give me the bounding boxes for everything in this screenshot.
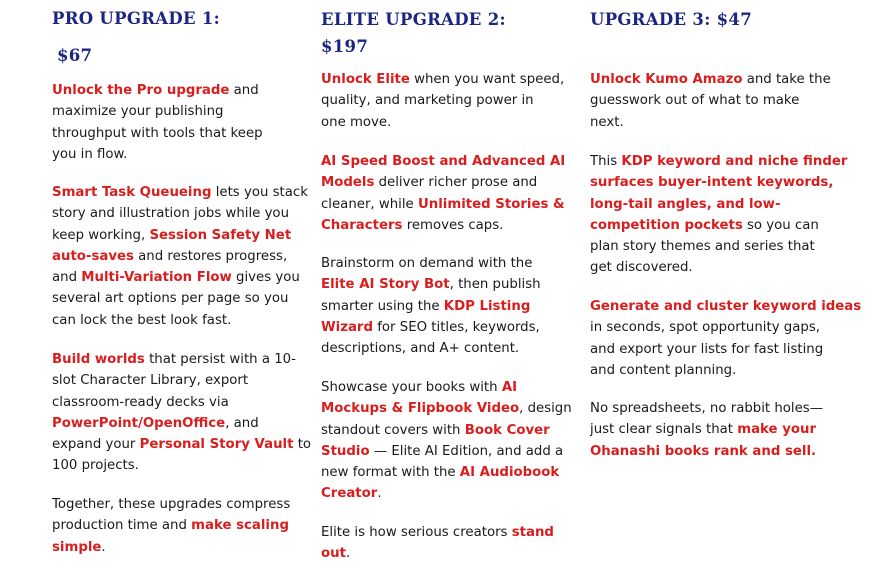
highlight-text: Creator <box>321 486 378 502</box>
highlight-text: make scaling <box>191 518 289 534</box>
highlight-text: auto-saves <box>52 248 134 264</box>
body-text: in seconds, spot opportunity gaps, <box>590 320 820 336</box>
highlight-text: KDP keyword and niche finder <box>621 154 848 169</box>
highlight-text: Studio <box>321 443 370 459</box>
body-text: descriptions, and A+ content. <box>321 341 520 357</box>
highlight-text: make your <box>737 422 817 438</box>
highlight-text: simple <box>52 539 102 555</box>
highlight-text: Personal Story Vault <box>139 437 294 453</box>
highlight-text: PowerPoint/OpenOffice <box>52 415 226 431</box>
body-text: gives you <box>231 270 300 286</box>
body-text: throughput with tools that keep <box>52 125 263 141</box>
body-text: lets you stack <box>211 185 308 200</box>
body-text: deliver richer prose and <box>374 175 538 191</box>
paragraph <box>590 398 823 462</box>
paragraph <box>52 349 311 477</box>
body-text: and restores progress, <box>133 248 288 264</box>
body-text: . <box>377 486 382 502</box>
body-text: smarter using the <box>321 298 444 314</box>
highlight-text: Multi-Variation Flow <box>81 270 232 286</box>
column-elite-upgrade <box>321 0 572 562</box>
highlight-text: Unlock the Pro upgrade <box>52 83 230 98</box>
body-text: and <box>52 270 82 286</box>
body-text: can lock the best look fast. <box>52 312 232 328</box>
body-text: new format with the <box>321 465 460 481</box>
highlight-text: Unlock Kumo Amazo <box>590 72 743 87</box>
paragraph <box>52 80 263 165</box>
highlight-text: Book Cover <box>464 422 550 438</box>
body-text: classroom-ready decks via <box>52 394 229 410</box>
highlight-text: Unlock Elite <box>321 72 410 87</box>
highlight-text: surfaces buyer-intent keywords, <box>590 175 834 191</box>
paragraph <box>52 494 290 558</box>
body-text: Together, these upgrades compress <box>52 497 291 512</box>
highlight-text: out <box>321 546 346 562</box>
body-text: that persist with a 10- <box>144 352 296 367</box>
body-text: keep working, <box>52 227 150 243</box>
body-text: . <box>101 539 106 555</box>
body-text: get discovered. <box>590 260 693 276</box>
column-heading: ELITE UPGRADE 2: <box>321 10 506 29</box>
highlight-text: Mockups & Flipbook Video <box>321 401 520 417</box>
body-text: to <box>293 437 312 453</box>
highlight-text: competition pockets <box>590 217 743 233</box>
highlight-text: Elite AI Story Bot <box>321 277 450 293</box>
body-text: expand your <box>52 437 140 453</box>
column-price: $197 <box>321 37 369 56</box>
body-text: removes caps. <box>402 217 504 233</box>
body-text: production time and <box>52 518 192 534</box>
highlight-text: Characters <box>321 217 403 233</box>
body-text: and take the <box>742 72 831 87</box>
body-text: when you want speed, <box>409 72 565 87</box>
body-text: standout covers with <box>321 422 465 438</box>
body-text: you in flow. <box>52 146 128 162</box>
column-price: $67 <box>57 46 93 65</box>
highlight-text: long-tail angles, and low- <box>590 196 781 212</box>
body-text: , and <box>225 415 259 431</box>
paragraph <box>321 151 565 236</box>
highlight-text: Generate and cluster keyword ideas <box>590 299 862 314</box>
paragraph <box>321 69 564 133</box>
body-text: next. <box>590 114 624 130</box>
highlight-text: AI Speed Boost and Advanced AI <box>321 154 566 169</box>
body-text: maximize your publishing <box>52 104 224 120</box>
body-text: , design <box>519 401 572 417</box>
body-text: one move. <box>321 114 392 130</box>
body-text: This <box>590 154 622 169</box>
body-text: . <box>345 546 351 562</box>
body-text: — Elite AI Edition, and add a <box>369 443 564 459</box>
body-text: slot Character Library, export <box>52 373 249 389</box>
paragraph <box>590 296 861 381</box>
body-text: just clear signals that <box>590 422 738 438</box>
body-text: and export your lists for fast listing <box>590 341 824 357</box>
body-text: cleaner, while <box>321 196 418 212</box>
body-text: several art options per page so you <box>52 291 289 307</box>
highlight-text: Smart Task Queueing <box>52 185 212 200</box>
highlight-text: Models <box>321 175 375 191</box>
highlight-text: Build worlds <box>52 352 145 367</box>
paragraph <box>590 151 847 279</box>
highlight-text: AI Audiobook <box>459 465 560 481</box>
paragraph <box>321 377 572 505</box>
column-upgrade-3 <box>590 0 862 459</box>
body-text: Showcase your books with <box>321 380 502 395</box>
body-text: plan story themes and series that <box>590 239 815 255</box>
highlight-text: Session Safety Net <box>149 227 292 243</box>
body-text: quality, and marketing power in <box>321 93 534 109</box>
highlight-text: KDP Listing <box>443 298 531 314</box>
highlight-text: stand <box>511 525 554 540</box>
body-text: 100 projects. <box>52 458 139 474</box>
body-text: guesswork out of what to make <box>590 93 800 109</box>
body-text: No spreadsheets, no rabbit holes— <box>590 401 824 416</box>
body-text: for SEO titles, keywords, <box>373 319 540 335</box>
column-heading: UPGRADE 3: $47 <box>590 10 752 29</box>
paragraph <box>52 182 308 331</box>
body-text: so you can <box>742 217 819 233</box>
body-text: Brainstorm on demand with the <box>321 256 533 271</box>
highlight-text: Wizard <box>321 319 374 335</box>
highlight-text: Ohanashi books rank and sell. <box>590 443 817 459</box>
highlight-text: AI <box>501 380 518 395</box>
body-text: , then publish <box>449 277 541 293</box>
column-heading: PRO UPGRADE 1: <box>52 9 221 28</box>
paragraph <box>321 253 541 359</box>
body-text: and content planning. <box>590 362 737 378</box>
column-pro-upgrade <box>52 0 312 555</box>
body-text: Elite is how serious creators <box>321 525 512 540</box>
highlight-text: Unlimited Stories & <box>417 196 565 212</box>
paragraph <box>321 522 554 565</box>
body-text: story and illustration jobs while you <box>52 206 290 222</box>
paragraph <box>590 69 831 133</box>
body-text: and <box>229 83 259 98</box>
